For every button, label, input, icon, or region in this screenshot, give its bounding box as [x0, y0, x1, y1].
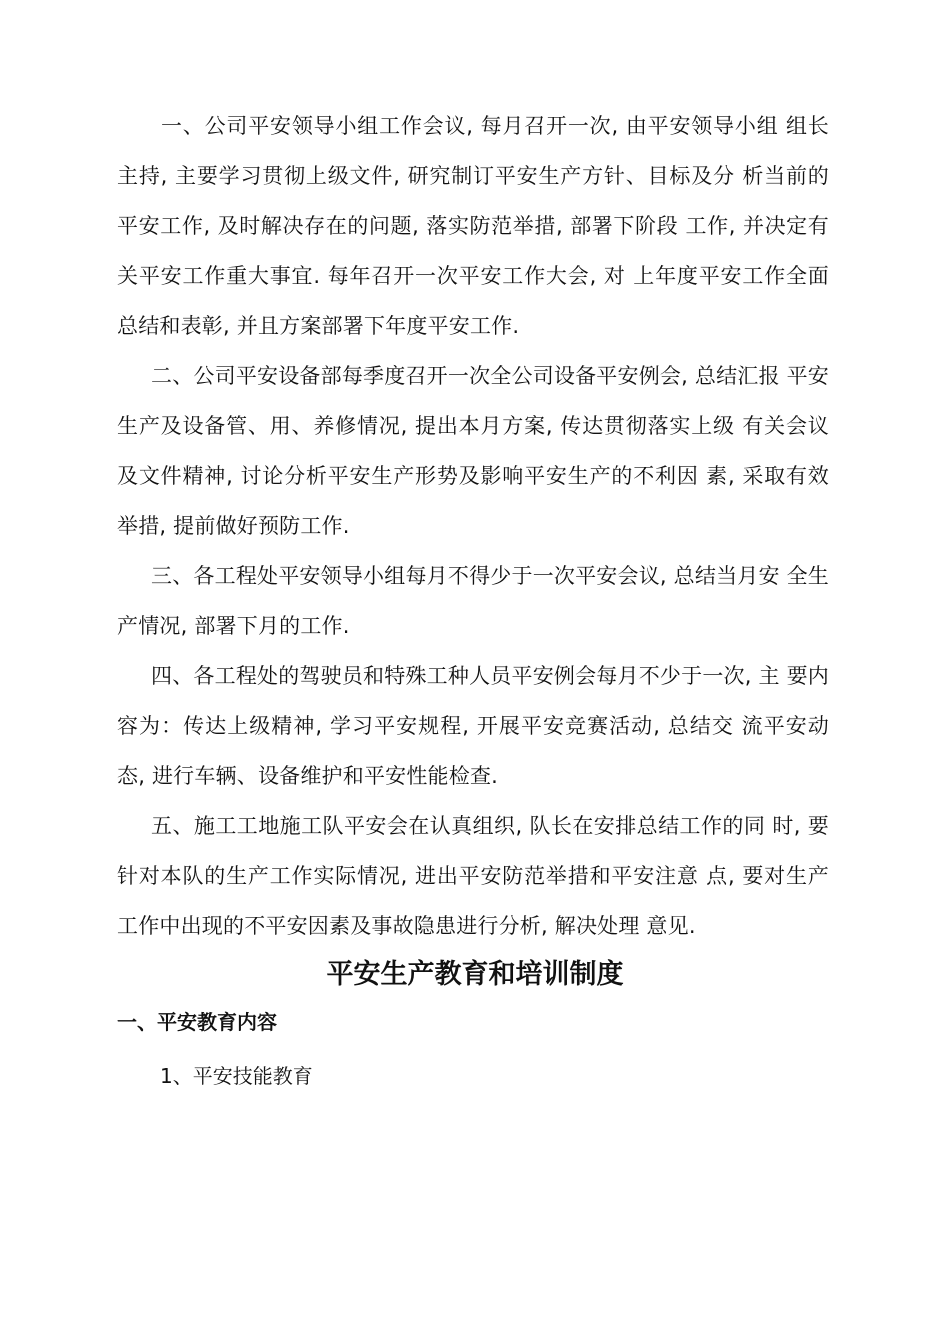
paragraph-3: 三、各工程处平安领导小组每月不得少于一次平安会议, 总结当月安 全生产情况, 部署下月的工作.: [117, 564, 829, 638]
list-item: 1、平安技能教育: [160, 1064, 313, 1088]
paragraph-5: 五、施工工地施工队平安会在认真组织, 队长在安排总结工作的同 时, 要针对本队的生产工作实际情况, 进出平安防范举措和平安注意 点, 要对生产工作中出现的不平安因素及事故隐患进行分析, 解决处理 意见.: [117, 814, 829, 938]
paragraph-2: 二、公司平安设备部每季度召开一次全公司设备平安例会, 总结汇报 平安生产及设备管、用、养修情况, 提出本月方案, 传达贯彻落实上级 有关会议及文件精神, 讨论分析平安生产形势及影响平安生产的不利因 素, 采取有效举措, 提前做好预防工作.: [117, 364, 829, 538]
subsection-title: 一、平安教育内容: [117, 1010, 277, 1034]
section-heading: 平安生产教育和培训制度: [326, 959, 624, 990]
paragraph-4: 四、各工程处的驾驶员和特殊工种人员平安例会每月不少于一次, 主 要内容为：传达上级精神, 学习平安规程, 开展平安竞赛活动, 总结交 流平安动态, 进行车辆、设备维护和平安性能检查.: [117, 664, 829, 788]
paragraph-1: 一、公司平安领导小组工作会议, 每月召开一次, 由平安领导小组 组长主持, 主要学习贯彻上级文件, 研究制订平安生产方针、目标及分 析当前的平安工作, 及时解决存在的问题, 落实防范举措, 部署下阶段 工作, 并决定有关平安工作重大事宜. 每年召开一次平安工作大会, 对 上年度平安工作全面总结和表彰, 并且方案部署下年度平安工作.: [117, 114, 829, 338]
